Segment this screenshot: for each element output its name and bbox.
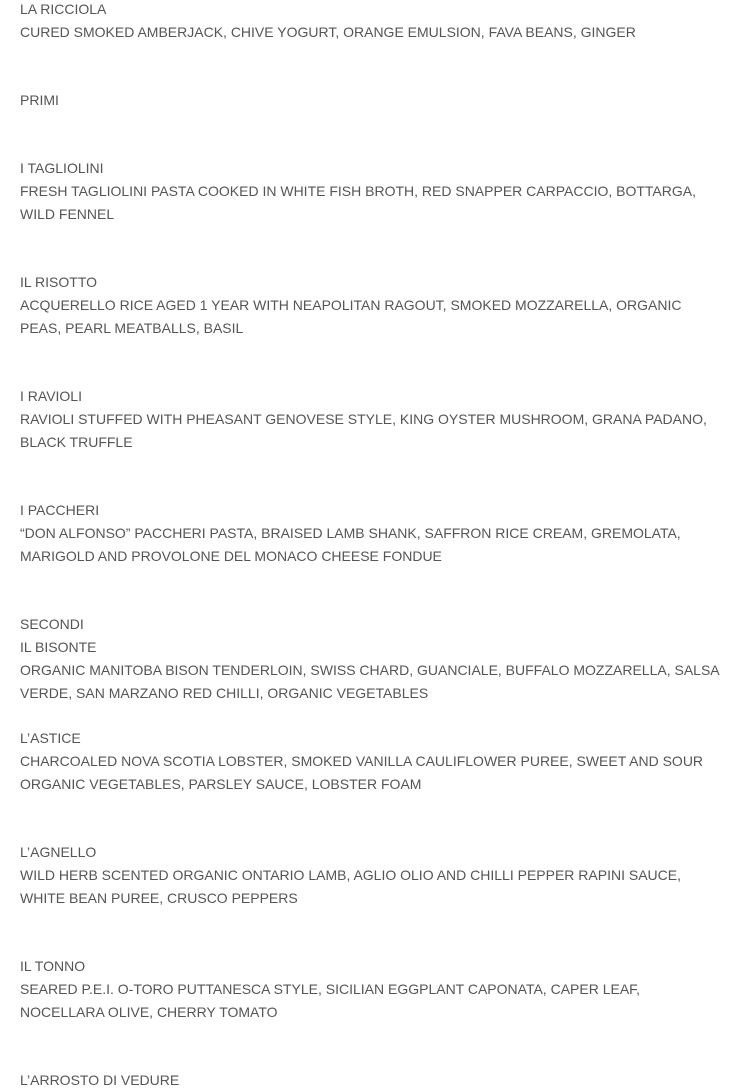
item-name: I RAVIOLI — [20, 388, 82, 404]
item-name: L’AGNELLO — [20, 844, 97, 860]
menu-item-arrosto — [20, 1069, 725, 1092]
item-name: I TAGLIOLINI — [20, 160, 104, 176]
spacer — [20, 910, 725, 955]
section-heading-secondi: SECONDI — [20, 616, 84, 632]
section-heading-primi: PRIMI — [20, 92, 59, 108]
item-name: IL BISONTE — [20, 639, 97, 655]
menu-item-bisonte — [20, 636, 725, 705]
item-name: LA RICCIOLA — [20, 1, 107, 17]
menu-item-astice — [20, 727, 725, 796]
menu-item-tagliolini — [20, 157, 725, 226]
item-description: SEARED P.E.I. O-TORO PUTTANESCA STYLE, SICILIAN EGGPLANT CAPONATA, CAPER LEAF, NOCELLARA OLIVE, CHERRY TOMATO — [20, 981, 641, 1020]
item-name: L’ARROSTO DI VEDURE — [20, 1072, 180, 1088]
spacer — [20, 44, 725, 89]
item-description: RAVIOLI STUFFED WITH PHEASANT GENOVESE STYLE, KING OYSTER MUSHROOM, GRANA PADANO, BLACK TRUFFLE — [20, 411, 707, 450]
item-name: L’ASTICE — [20, 730, 81, 746]
item-name: IL RISOTTO — [20, 274, 98, 290]
menu-content — [20, 0, 725, 1092]
menu-item-risotto — [20, 271, 725, 340]
item-description: ACQUERELLO RICE AGED 1 YEAR WITH NEAPOLITAN RAGOUT, SMOKED MOZZARELLA, ORGANIC PEAS, PEARL MEATBALLS, BASIL — [20, 297, 682, 336]
spacer — [20, 454, 725, 499]
spacer — [20, 1024, 725, 1069]
menu-item-paccheri — [20, 499, 725, 568]
menu-item-ravioli — [20, 385, 725, 454]
item-description: “DON ALFONSO” PACCHERI PASTA, BRAISED LAMB SHANK, SAFFRON RICE CREAM, GREMOLATA, MARIGOLD AND PROVOLONE DEL MONACO CHEESE FONDUE — [20, 525, 681, 564]
spacer — [20, 226, 725, 271]
item-description: ORGANIC MANITOBA BISON TENDERLOIN, SWISS CHARD, GUANCIALE, BUFFALO MOZZARELLA, SALSA VERDE, SAN MARZANO RED CHILLI, ORGANIC VEGETABLES — [20, 662, 719, 701]
menu-item-agnello — [20, 841, 725, 910]
item-description: FRESH TAGLIOLINI PASTA COOKED IN WHITE FISH BROTH, RED SNAPPER CARPACCIO, BOTTARGA, WILD FENNEL — [20, 183, 696, 222]
menu-item-ricciola — [20, 0, 725, 44]
item-name: I PACCHERI — [20, 502, 100, 518]
spacer — [20, 796, 725, 841]
item-description: CHARCOALED NOVA SCOTIA LOBSTER, SMOKED VANILLA CAULIFLOWER PUREE, SWEET AND SOUR ORGANIC VEGETABLES, PARSLEY SAUCE, LOBSTER FOAM — [20, 753, 704, 792]
item-description: CURED SMOKED AMBERJACK, CHIVE YOGURT, ORANGE EMULSION, FAVA BEANS, GINGER — [20, 24, 636, 40]
spacer — [20, 568, 725, 613]
spacer — [20, 705, 725, 727]
spacer — [20, 340, 725, 385]
item-description: WILD HERB SCENTED ORGANIC ONTARIO LAMB, AGLIO OLIO AND CHILLI PEPPER RAPINI SAUCE, WHITE BEAN PUREE, CRUSCO PEPPERS — [20, 867, 681, 906]
item-name: IL TONNO — [20, 958, 86, 974]
menu-item-tonno — [20, 955, 725, 1024]
spacer — [20, 112, 725, 157]
